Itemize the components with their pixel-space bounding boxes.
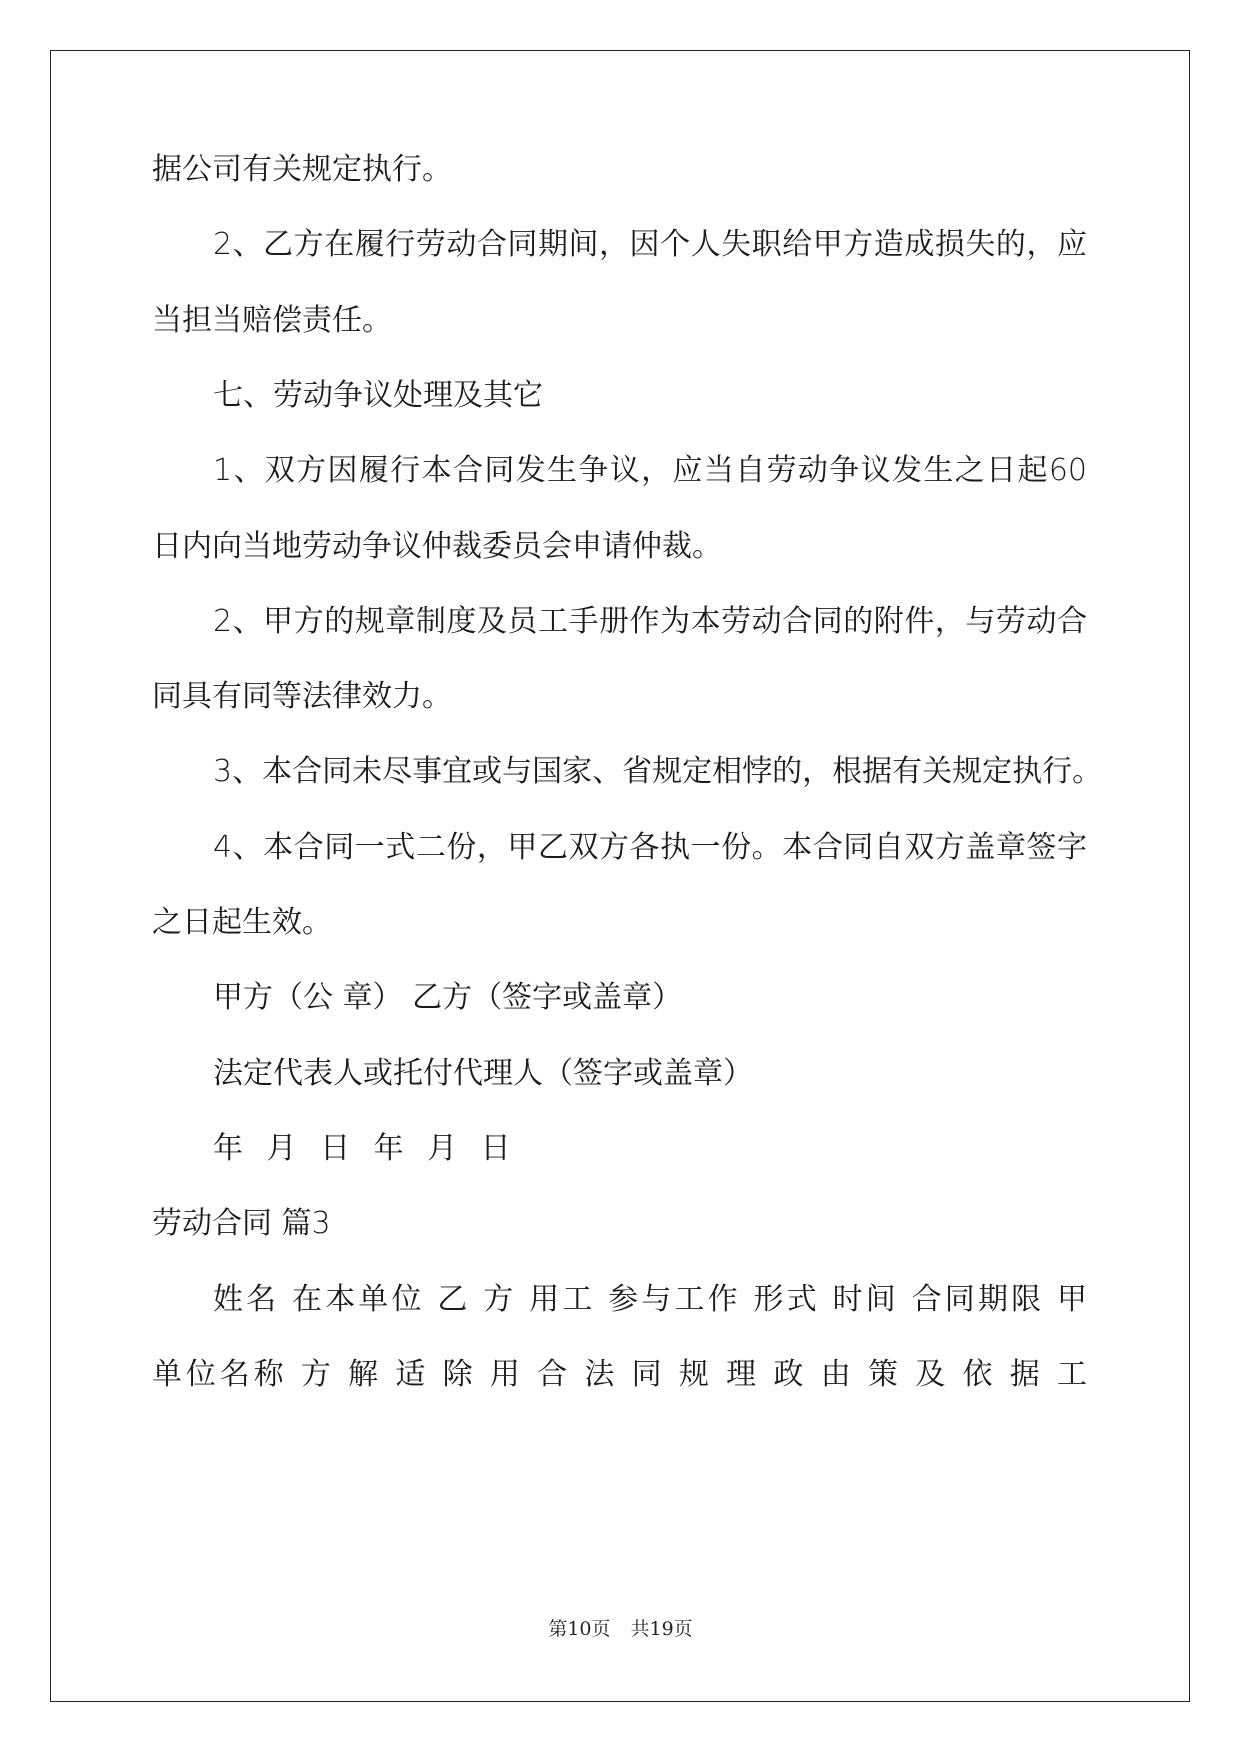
section-heading: 七、劳动争议处理及其它 xyxy=(213,378,543,413)
paragraph-line: 当担当赔偿责任。 xyxy=(152,303,392,338)
paragraph-line: 3、本合同未尽事宜或与国家、省规定相悖的，根据有关规定执行。 xyxy=(213,754,1103,789)
paragraph-line: 1、双方因履行本合同发生争议，应当自劳动争议发生之日起60 xyxy=(213,453,1087,488)
page-border xyxy=(50,50,1190,1702)
paragraph-line: 同具有同等法律效力。 xyxy=(152,679,452,714)
paragraph-line: 2、甲方的规章制度及员工手册作为本劳动合同的附件，与劳动合 xyxy=(213,604,1087,639)
date-line: 年 月 日 年 月 日 xyxy=(213,1131,511,1166)
paragraph-line: 姓名 在本单位 乙 方 用工 参与工作 形式 时间 合同期限 甲 xyxy=(213,1282,1087,1317)
paragraph-line: 据公司有关规定执行。 xyxy=(152,152,452,187)
paragraph-line: 2、乙方在履行劳动合同期间，因个人失职给甲方造成损失的，应 xyxy=(213,227,1087,262)
paragraph-line: 单位名称 方 解 适 除 用 合 法 同 规 理 政 由 策 及 依 据 工 xyxy=(152,1357,1087,1392)
paragraph-line: 4、本合同一式二份，甲乙双方各执一份。本合同自双方盖章签字 xyxy=(213,830,1087,865)
page-number-total: 共19页 xyxy=(630,1618,693,1640)
section-title: 劳动合同 篇3 xyxy=(152,1206,331,1241)
paragraph-line: 日内向当地劳动争议仲裁委员会申请仲裁。 xyxy=(152,529,722,564)
page-footer xyxy=(0,1614,1241,1641)
page-number-current: 第10页 xyxy=(548,1618,611,1640)
paragraph-line: 之日起生效。 xyxy=(152,905,332,940)
signature-line: 法定代表人或托付代理人（签字或盖章） xyxy=(213,1056,753,1091)
signature-line: 甲方（公 章） 乙方（签字或盖章） xyxy=(213,980,683,1015)
